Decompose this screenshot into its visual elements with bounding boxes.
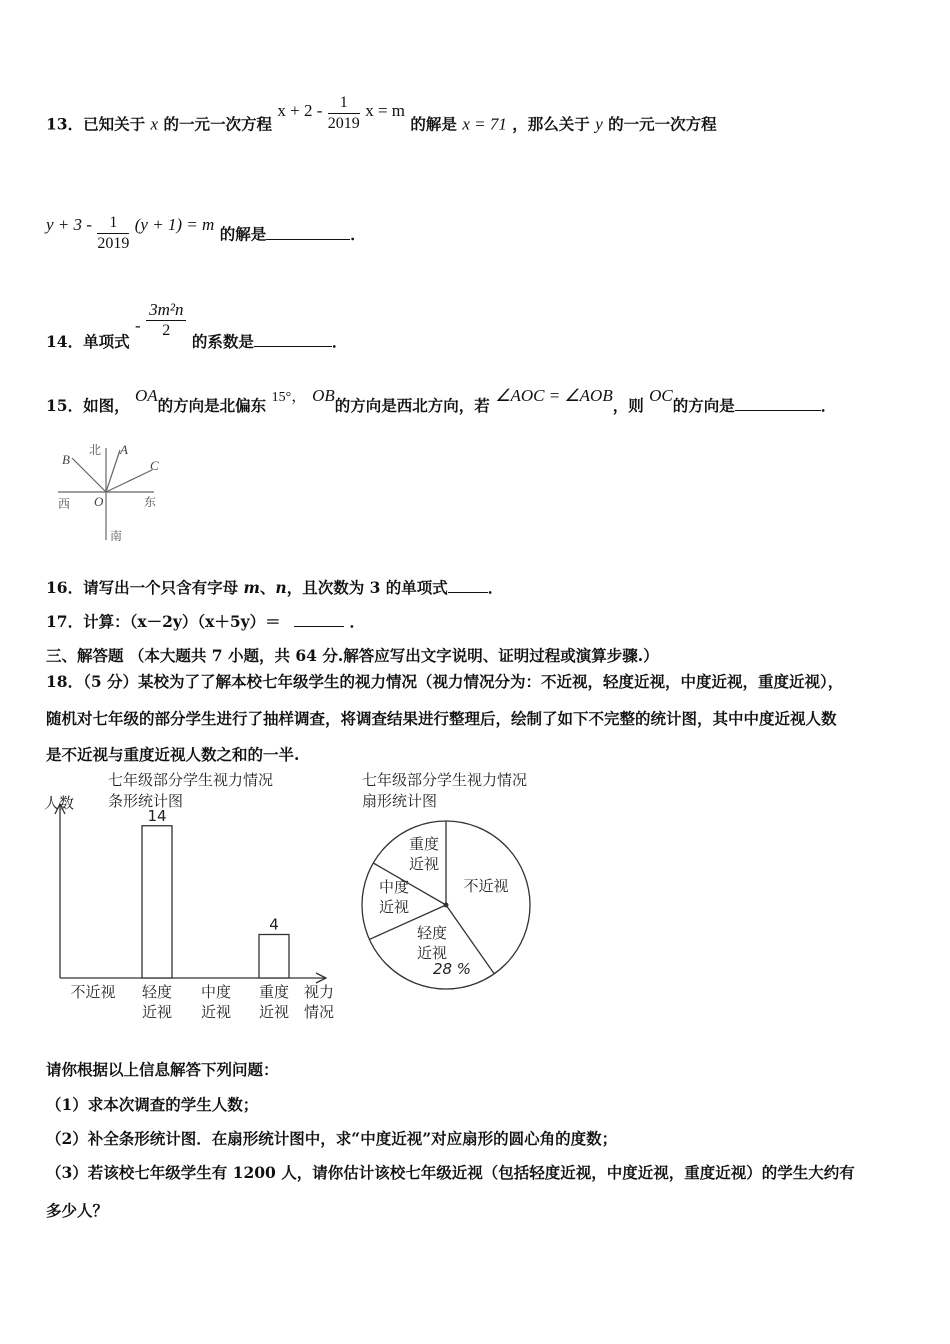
label-east: 东	[144, 495, 157, 509]
label-b: B	[62, 452, 70, 467]
pie-label-中度近视-0: 中度	[378, 878, 410, 896]
label-west: 西	[58, 497, 71, 511]
answer-blank-15	[735, 396, 821, 411]
q18-sub1: （1）求本次调查的学生人数；	[46, 1095, 259, 1114]
bar-chart-xlabel-line2: 情况	[304, 1003, 335, 1021]
bar-轻度近视	[142, 826, 172, 978]
x-tick-label-重度近视-1: 近视	[258, 1003, 290, 1021]
q13-eq2-left: y + 3 -	[46, 214, 92, 234]
pie-label-轻度近视-0: 轻度	[416, 924, 448, 942]
section-3-title: 三、解答题 （本大题共 7 小题，共 64 分.解答应写出文字说明、证明过程或演算步骤.）	[46, 646, 659, 665]
q17-number: 17．	[46, 612, 84, 631]
q18-line3: 是不近视与重度近视人数之和的一半.	[46, 745, 300, 764]
answer-blank-13	[266, 225, 350, 240]
pie-label-不近视-0: 不近视	[463, 877, 509, 895]
q13-solution: x = 71	[462, 114, 507, 134]
q14-fraction: $\frac{\text{3m²n}}{2}$	[146, 300, 186, 341]
q13-fraction-1: $\frac{1}{2019}$	[327, 94, 360, 132]
q13-fraction-2: $\frac{1}{2019}$	[97, 214, 130, 252]
pie-label-中度近视-1: 近视	[378, 898, 410, 916]
x-tick-label-轻度近视-1: 近视	[141, 1003, 173, 1021]
pie-chart-subtitle: 扇形统计图	[362, 792, 438, 810]
q13-eq2-right: (y + 1) = m	[134, 214, 215, 234]
bar-value-label-重度近视: 4	[269, 915, 279, 934]
pie-label-轻度近视-1: 近视	[416, 944, 448, 962]
q13-eq1-left: x + 2 -	[277, 100, 323, 120]
q14-line: 14．单项式 - $\frac{\text{3m²n}}{2}$ 的系数是 ．	[46, 300, 348, 351]
q15-number: 15．	[46, 396, 84, 415]
q16-number: 16．	[46, 578, 84, 597]
x-tick-label-不近视-0: 不近视	[70, 983, 116, 1001]
answer-blank-14	[254, 332, 332, 347]
ray-oc	[106, 470, 152, 492]
q13-line2: y + 3 - $\frac{1}{2019}$ (y + 1) = m 的解是 ．	[46, 214, 366, 252]
label-north: 北	[89, 443, 102, 457]
q18-line1: 18．（5 分）某校为了了解本校七年级学生的视力情况（视力情况分为：不近视，轻度近视，中度近视，重度近视），	[46, 672, 844, 691]
bar-chart-xlabel-line1: 视力	[304, 983, 335, 1001]
q13-number: 13．	[46, 114, 84, 134]
pie-chart-title: 七年级部分学生视力情况	[362, 771, 528, 789]
bar-chart	[40, 768, 350, 1030]
q18-sub2: （2）补全条形统计图．在扇形统计图中，求“中度近视”对应扇形的圆心角的度数；	[46, 1129, 618, 1148]
pie-label-重度近视-1: 近视	[408, 855, 440, 873]
answer-blank-17	[294, 612, 344, 627]
label-c: C	[150, 458, 159, 473]
q18-sub3b: 多少人？	[46, 1201, 109, 1220]
label-south: 南	[110, 529, 123, 543]
pie-center-dot	[444, 903, 449, 908]
bar-chart-title: 七年级部分学生视力情况	[108, 771, 274, 789]
answer-blank-16	[448, 578, 488, 593]
q17-line: 17．计算：（x－2y）（x＋5y）＝ ．	[46, 612, 365, 631]
q18-line2: 随机对七年级的部分学生进行了抽样调查，将调查结果进行整理后，绘制了如下不完整的统计图，其中中度近视人数	[46, 709, 837, 728]
pie-label-重度近视-0: 重度	[408, 835, 440, 853]
label-o: O	[94, 494, 104, 509]
x-tick-label-轻度近视-0: 轻度	[141, 983, 173, 1001]
q18-prompt: 请你根据以上信息解答下列问题：	[46, 1060, 279, 1079]
bar-value-label-轻度近视: 14	[147, 806, 167, 825]
compass-figure	[52, 436, 172, 548]
x-tick-label-中度近视-1: 近视	[200, 1003, 232, 1021]
q14-number: 14．	[46, 331, 84, 351]
bar-重度近视	[259, 935, 289, 979]
q13-line1: 13．已知关于 x 的一元一次方程 x + 2 - $\frac{1}{2019}$ x = m 的解是 x = 71 ，那么关于 y 的一元一次方程	[46, 94, 717, 134]
label-a: A	[120, 442, 128, 457]
q18-sub3a: （3）若该校七年级学生有 1200 人，请你估计该校七年级近视（包括轻度近视，中度近视，重度近视）的学生大约有	[46, 1163, 855, 1182]
ray-ob	[72, 458, 106, 492]
pie-percent-label-轻度近视: 28 %	[432, 960, 472, 978]
x-tick-label-重度近视-0: 重度	[258, 983, 290, 1001]
q13-eq1-right: x = m	[365, 100, 405, 120]
q15-line: 15．如图， OA的方向是北偏东 15°， OB的方向是西北方向，若 ∠AOC = ∠AOB，则 OC的方向是 ．	[46, 386, 837, 415]
pie-chart	[356, 768, 596, 998]
x-tick-label-中度近视-0: 中度	[200, 983, 232, 1001]
bar-chart-subtitle: 条形统计图	[108, 792, 184, 810]
bar-chart-ylabel: 人数	[44, 794, 75, 812]
q16-line: 16．请写出一个只含有字母 m、n，且次数为 3 的单项式 ．	[46, 578, 504, 597]
